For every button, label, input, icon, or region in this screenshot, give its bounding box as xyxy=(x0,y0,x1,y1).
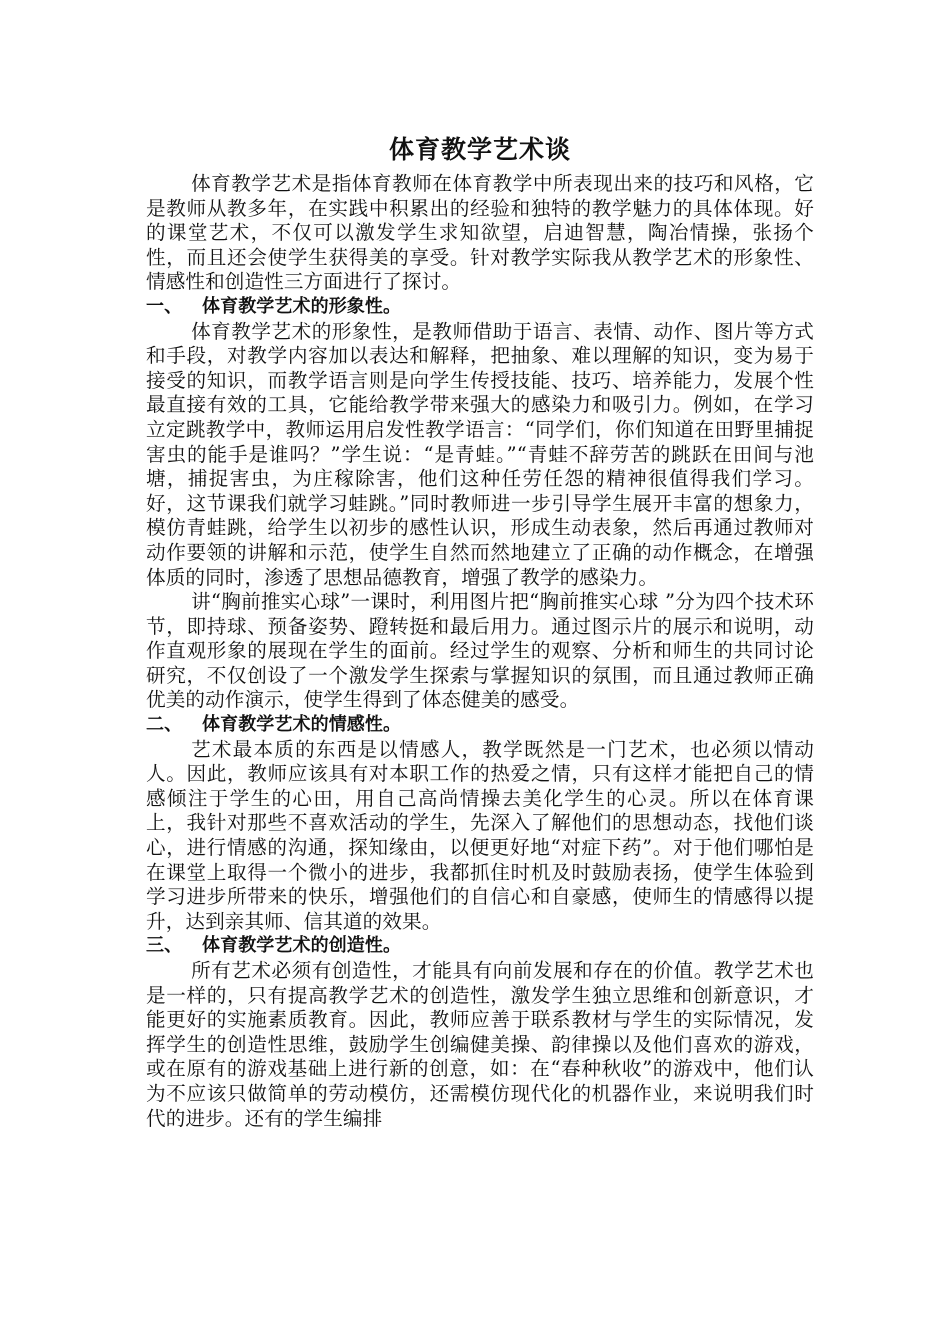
document-page xyxy=(146,130,814,1131)
body-paragraph: 艺术最本质的东西是以情感人，教学既然是一门艺术，也必须以情动人。因此，教师应该具有对本职工作的热爱之情，只有这样才能把自己的情感倾注于学生的心田，用自己高尚情操去美化学生的心灵。所以在体育课上，我针对那些不喜欢活动的学生，先深入了解他们的思想动态，找他们谈心，进行情感的沟通，探知缘由，以便更好地“对症下药”。对于他们哪怕是在课堂上取得一个微小的进步，我都抓住时机及时鼓励表扬，使学生体验到学习进步所带来的快乐，增强他们的自信心和自豪感，使师生的情感得以提升，达到亲其师、信其道的效果。 xyxy=(146,737,814,933)
section-number: 三、 xyxy=(146,935,183,957)
section-heading-text: 体育教学艺术的形象性。 xyxy=(202,295,402,317)
document-title: 体育教学艺术谈 xyxy=(388,135,571,164)
body-paragraph: 体育教学艺术的形象性，是教师借助于语言、表情、动作、图片等方式和手段，对教学内容加以表达和解释，把抽象、难以理解的知识，变为易于接受的知识，而教学语言则是向学生传授技能、技巧、培养能力，发展个性最直接有效的工具，它能给教学带来强大的感染力和吸引力。例如，在学习立定跳教学中，教师运用启发性教学语言：“同学们，你们知道在田野里捕捉害虫的能手是谁吗？”学生说：“是青蛙。”“青蛙不辞劳苦的跳跃在田间与池塘，捕捉害虫，为庄稼除害，他们这种任劳任怨的精神很值得我们学习。好，这节课我们就学习蛙跳。”同时教师进一步引导学生展开丰富的想象力，模仿青蛙跳，给学生以初步的感性认识，形成生动表象，然后再通过教师对动作要领的讲解和示范，使学生自然而然地建立了正确的动作概念，在增强体质的同时，渗透了思想品德教育，增强了教学的感染力。 xyxy=(146,319,814,589)
body-paragraph: 所有艺术必须有创造性，才能具有向前发展和存在的价值。教学艺术也是一样的，只有提高教学艺术的创造性，激发学生独立思维和创新意识，才能更好的实施素质教育。因此，教师应善于联系教材与学生的实际情况，发挥学生的创造性思维，鼓励学生创编健美操、韵律操以及他们喜欢的游戏，或在原有的游戏基础上进行新的创意，如：在“春种秋收”的游戏中，他们认为不应该只做简单的劳动模仿，还需模仿现代化的机器作业，来说明我们时代的进步。还有的学生编排 xyxy=(146,959,814,1130)
section-number: 一、 xyxy=(146,295,183,317)
section-heading-text: 体育教学艺术的情感性。 xyxy=(202,714,402,736)
section-heading xyxy=(146,295,814,320)
intro-paragraph: 体育教学艺术是指体育教师在体育教学中所表现出来的技巧和风格，它是教师从教多年，在实践中积累出的经验和独特的教学魅力的具体体现。好的课堂艺术，不仅可以激发学生求知欲望，启迪智慧，陶冶情操，张扬个性，而且还会使学生获得美的享受。针对教学实际我从教学艺术的形象性、情感性和创造性三方面进行了探讨。 xyxy=(146,172,814,294)
section-heading xyxy=(146,934,814,959)
section-heading-text: 体育教学艺术的创造性。 xyxy=(202,935,402,957)
section-number: 二、 xyxy=(146,714,183,736)
section-heading xyxy=(146,713,814,738)
body-paragraph: 讲“胸前推实心球”一课时，利用图片把“胸前推实心球 ”分为四个技术环节，即持球、预备姿势、蹬转挺和最后用力。通过图示片的展示和说明，动作直观形象的展现在学生的面前。经过学生的观察、分析和师生的共同讨论研究，不仅创设了一个激发学生探索与掌握知识的氛围，而且通过教师正确优美的动作演示，使学生得到了体态健美的感受。 xyxy=(146,590,814,712)
